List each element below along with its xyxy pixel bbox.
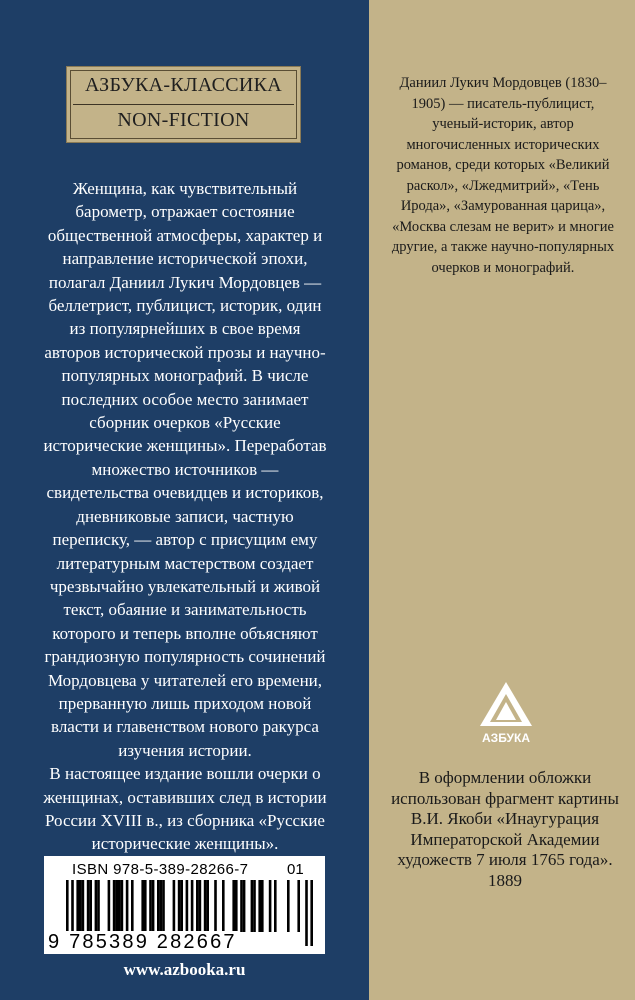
series-title: АЗБУКА-КЛАССИКА bbox=[84, 74, 283, 96]
barcode bbox=[44, 856, 325, 954]
cover-credit: В оформлении обложки использован фрагмент картины В.И. Якоби «Инаугурация Императорской Академии художеств 7 июля 1765 года». 1889 bbox=[391, 768, 619, 890]
annotation-text: Женщина, как чувствительный барометр, отражает состояние общественной атмосферы, характер и направление исторической эпохи, полагал Даниил Лукич Мордовцев — беллетрист, публицист, историк, один из популярнейших в свое время авторов исторической прозы и научно-популярных монографий. В числе последних особое место занимает сборник очерков «Русские исторические женщины». Переработав множество источников — свидетельства очевидцев и историков, дневниковые записи, частную переписку, — автор с присущим ему литературным мастерством создает чрезвычайно увлекательный и живой текст, обаяние и занимательность которого и теперь вполне объясняют грандиозную популярность сочинений Мордовцева у читателей его времени, прерванную лишь приходом новой власти и главенством нового ракурса изучения истории. В настоящее издание вошли очерки о женщинах, оставивших след в истории России XVIII в., из сборника «Русские исторические женщины». bbox=[43, 179, 327, 854]
series-divider bbox=[73, 104, 294, 105]
author-bio: Даниил Лукич Мордовцев (1830–1905) — писатель-публицист, ученый-историк, автор многочисленных исторических романов, среди которых «Великий раскол», «Лжедмитрий», «Тень Ирода», «Замурованная царица», «Москва слезам не верит» и многие другие, а также научно-популярных очерков и монографий. bbox=[391, 75, 615, 276]
website-url[interactable]: www.azbooka.ru bbox=[123, 960, 246, 979]
isbn-number: ISBN 978-5-389-28266-7 bbox=[72, 861, 249, 878]
ean-digits: 9 785389 282667 bbox=[48, 931, 237, 953]
logo-wordmark: АЗБУКА bbox=[482, 731, 530, 745]
series-plate bbox=[66, 66, 301, 143]
barcode-addon-number: 01 bbox=[287, 861, 304, 878]
azbuka-triangle-logo-icon bbox=[476, 680, 536, 746]
azbuka-logo bbox=[476, 680, 536, 746]
series-subtitle: NON-FICTION bbox=[117, 109, 250, 131]
